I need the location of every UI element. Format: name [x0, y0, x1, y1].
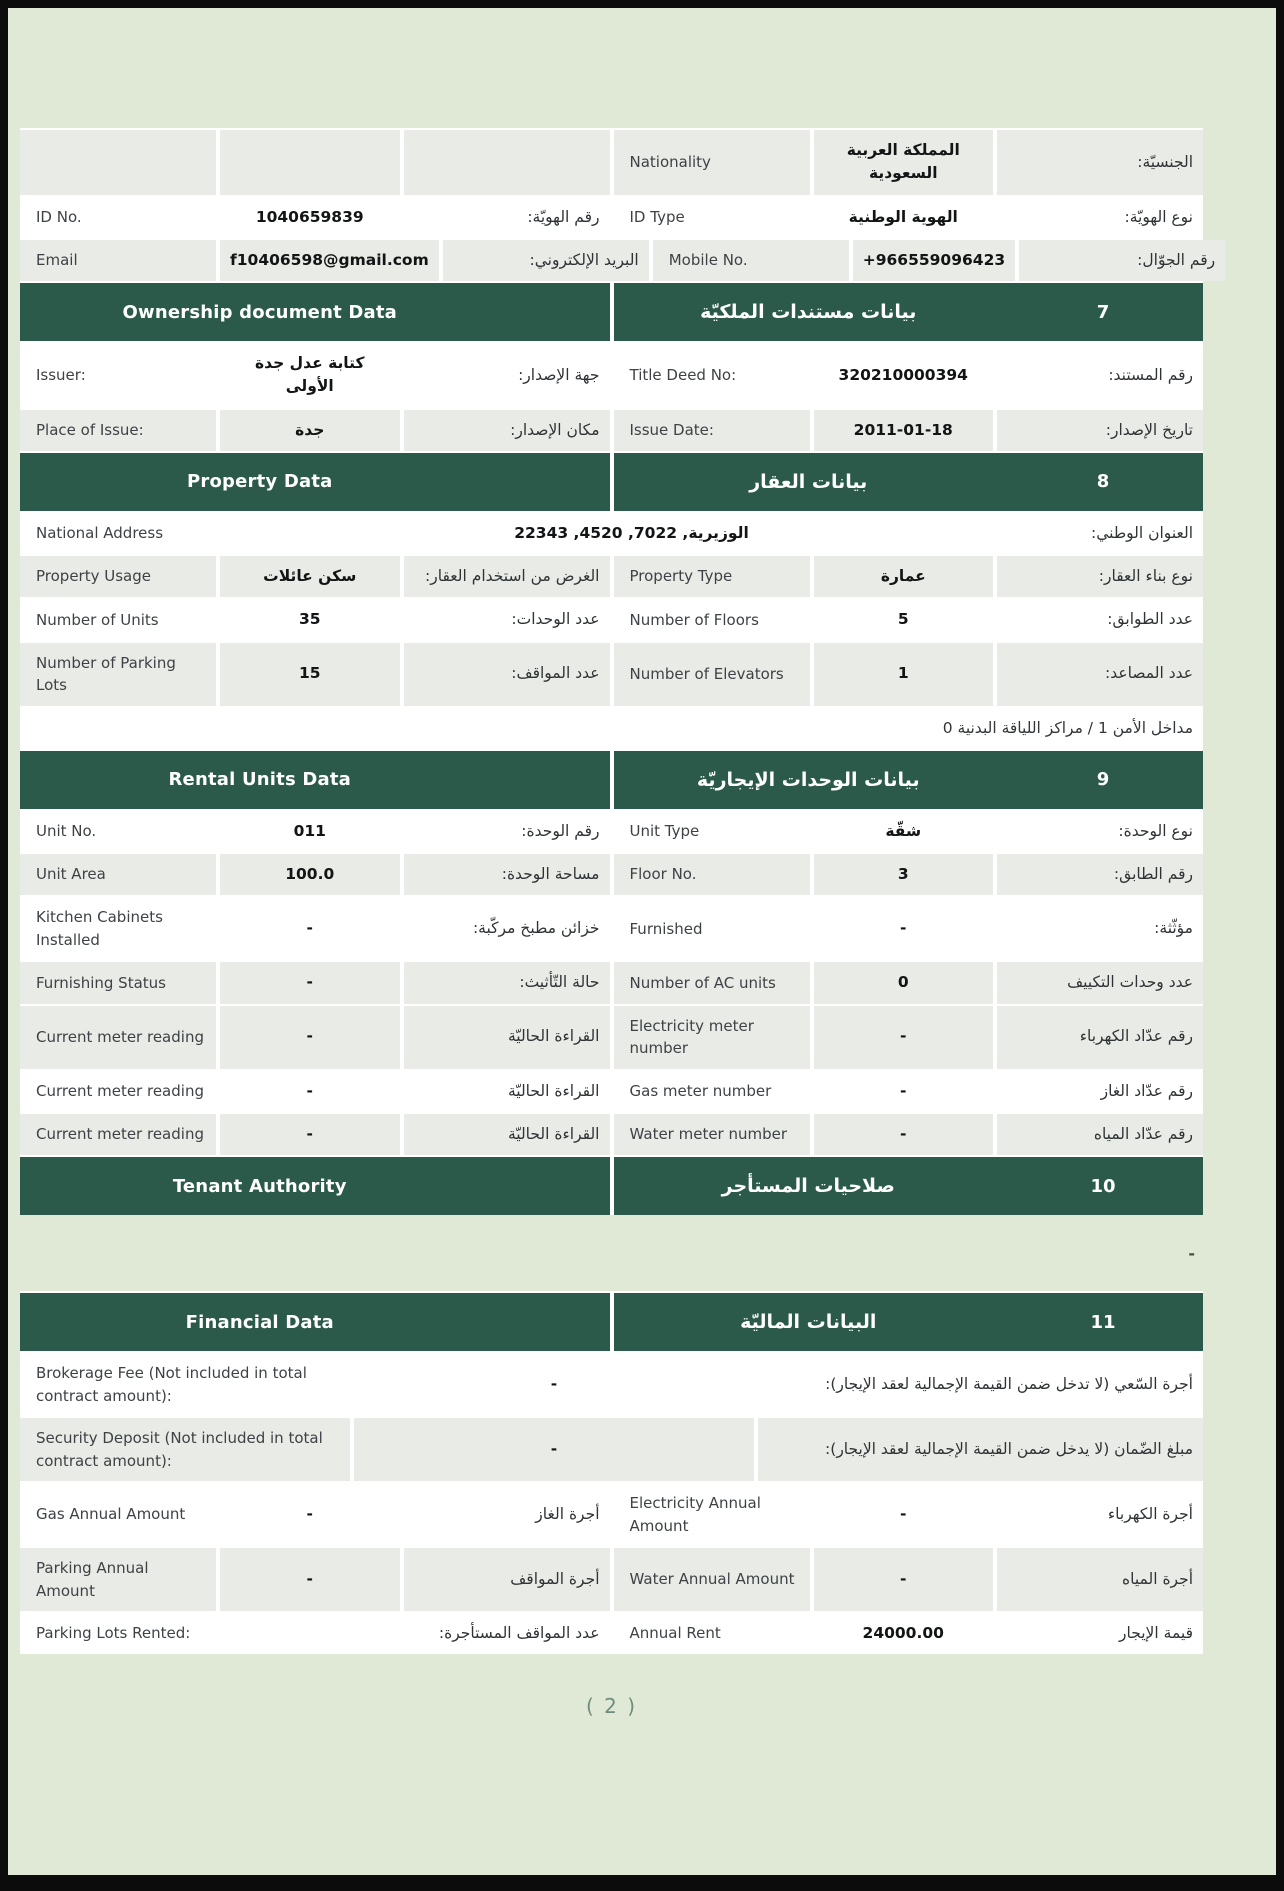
row-half [20, 197, 610, 238]
row-half [614, 962, 1204, 1003]
field-label-en: Property Type [614, 556, 810, 597]
field-value: - [220, 962, 400, 1003]
section-header-left [20, 283, 610, 341]
row-half [653, 240, 1225, 281]
section-title-ar: بيانات الوحدات الإيجاريّة [696, 768, 920, 791]
field-value: 3 [814, 854, 994, 895]
section-title-en: Tenant Authority [172, 1175, 347, 1197]
field-label-ar: الغرض من استخدام العقار: [404, 556, 610, 597]
field-label-en: Number of Elevators [614, 643, 810, 706]
field-label-ar: رقم الهويّة: [404, 197, 610, 238]
field-row [20, 1004, 1203, 1069]
field-label-ar: رقم عدّاد المياه [997, 1114, 1203, 1155]
field-value: 0 [814, 962, 994, 1003]
field-label-en: Floor No. [614, 854, 810, 895]
field-label-ar: عدد المواقف: [404, 643, 610, 706]
section-number: 11 [1090, 1311, 1116, 1333]
field-label-en: Gas meter number [614, 1071, 810, 1112]
field-row [20, 895, 1203, 960]
row-half [20, 1114, 610, 1155]
section-header-right [614, 1293, 1204, 1351]
row-half [614, 130, 1204, 195]
field-label-ar: أجرة المواقف [404, 1548, 610, 1611]
field-value: 24000.00 [814, 1613, 994, 1654]
field-label-en: Electricity Annual Amount [614, 1483, 810, 1546]
row-half [614, 897, 1204, 960]
field-value: 100.0 [220, 854, 400, 895]
field-value: شقّة [814, 811, 994, 852]
section-header [20, 451, 1203, 511]
field-label-en: Parking Lots Rented: [20, 1613, 216, 1654]
field-value [220, 130, 400, 195]
row-half [20, 343, 610, 408]
field-label-en: Kitchen Cabinets Installed [20, 897, 216, 960]
field-label-en: Nationality [614, 130, 810, 195]
field-label-en: Unit Area [20, 854, 216, 895]
field-value: - [220, 897, 400, 960]
field-row [20, 511, 1203, 554]
field-label-ar: قيمة الإيجار [997, 1613, 1203, 1654]
field-value: عمارة [814, 556, 994, 597]
field-label-ar: تاريخ الإصدار: [997, 410, 1203, 451]
field-label-en: Unit Type [614, 811, 810, 852]
field-value: سكن عائلات [220, 556, 400, 597]
section-title-ar: البيانات الماليّة [740, 1311, 877, 1333]
note-text: مداخل الأمن 1 / مراكز اللياقة البدنية 0 [20, 708, 1203, 749]
section-number: 7 [1096, 301, 1110, 323]
field-label-ar: جهة الإصدار: [404, 343, 610, 408]
field-row [20, 809, 1203, 852]
field-label-en: Electricity meter number [614, 1006, 810, 1069]
section-header [20, 1155, 1203, 1215]
field-row [20, 852, 1203, 895]
contract-table [20, 128, 1216, 1654]
field-label-ar [404, 130, 610, 195]
field-value: +966559096423 [853, 240, 1015, 281]
row-half [20, 240, 649, 281]
field-row [20, 238, 1216, 281]
field-value: - [220, 1483, 400, 1546]
field-label-ar: القراءة الحاليّة [404, 1114, 610, 1155]
field-label-en: Number of Units [20, 599, 216, 640]
field-label-en: Water meter number [614, 1114, 810, 1155]
field-row [20, 195, 1203, 238]
field-label-ar: نوع الهويّة: [997, 197, 1203, 238]
section-title-en: Rental Units Data [168, 769, 351, 791]
field-label-en: Number of Floors [614, 599, 810, 640]
row-half [614, 1548, 1204, 1611]
field-value: - [814, 1548, 994, 1611]
field-label-ar: عدد المواقف المستأجرة: [404, 1613, 610, 1654]
row-half [614, 556, 1204, 597]
row-half [614, 1483, 1204, 1546]
field-label-en [20, 130, 216, 195]
section-number: 9 [1096, 769, 1110, 791]
section-header [20, 1291, 1203, 1351]
field-value: الوزيرية, 7022, 4520, 22343 [279, 513, 984, 554]
field-row [20, 1481, 1203, 1546]
field-value: - [354, 1353, 754, 1416]
field-label-en: Mobile No. [653, 240, 849, 281]
contract-page [8, 8, 1276, 1875]
field-value: 1 [814, 643, 994, 706]
row-half [614, 197, 1204, 238]
field-value: - [814, 897, 994, 960]
field-row [20, 408, 1203, 451]
section-number: 8 [1096, 471, 1110, 493]
row-half [614, 811, 1204, 852]
field-value: 15 [220, 643, 400, 706]
field-label-ar: عدد وحدات التكييف [997, 962, 1203, 1003]
field-row [20, 1069, 1203, 1112]
field-label-en: ID Type [614, 197, 810, 238]
field-label-en: Brokerage Fee (Not included in total contract amount): [20, 1353, 350, 1416]
field-label-ar: أجرة الكهرباء [997, 1483, 1203, 1546]
field-row [20, 1546, 1203, 1611]
field-label-ar: رقم عدّاد الغاز [997, 1071, 1203, 1112]
field-label-ar: أجرة السّعي (لا تدخل ضمن القيمة الإجمالية لعقد الإيجار): [758, 1353, 1203, 1416]
field-label-en: Number of AC units [614, 962, 810, 1003]
section-header-right [614, 283, 1204, 341]
field-label-ar: مساحة الوحدة: [404, 854, 610, 895]
field-row [20, 960, 1203, 1003]
field-value: - [814, 1114, 994, 1155]
row-half [614, 1114, 1204, 1155]
field-label-ar: عدد المصاعد: [997, 643, 1203, 706]
field-label-ar: نوع بناء العقار: [997, 556, 1203, 597]
section-header-left [20, 751, 610, 809]
field-label-ar: أجرة المياه [997, 1548, 1203, 1611]
tenant-authority-empty-value [20, 1215, 1203, 1291]
field-label-ar: رقم الطابق: [997, 854, 1203, 895]
field-row [20, 1351, 1203, 1416]
row-half [20, 1613, 610, 1654]
row-half [614, 599, 1204, 640]
section-title-en: Ownership document Data [122, 301, 397, 323]
field-label-en: National Address [20, 513, 275, 554]
field-value: 1040659839 [220, 197, 400, 238]
field-row [20, 341, 1203, 408]
field-value: الهوية الوطنية [814, 197, 994, 238]
field-label-en: Furnishing Status [20, 962, 216, 1003]
field-label-ar: البريد الإلكتروني: [443, 240, 649, 281]
row-half [20, 1483, 610, 1546]
field-value: f10406598@gmail.com [220, 240, 439, 281]
field-label-en: Email [20, 240, 216, 281]
row-half [614, 643, 1204, 706]
field-label-en: Furnished [614, 897, 810, 960]
field-label-en: Annual Rent [614, 1613, 810, 1654]
field-label-ar: حالة التّأثيث: [404, 962, 610, 1003]
section-header-right [614, 1157, 1204, 1215]
field-value: - [220, 1006, 400, 1069]
field-label-en: Property Usage [20, 556, 216, 597]
field-label-en: Gas Annual Amount [20, 1483, 216, 1546]
field-label-en: Title Deed No: [614, 343, 810, 408]
field-label-ar: مبلغ الضّمان (لا يدخل ضمن القيمة الإجمالية لعقد الإيجار): [758, 1418, 1203, 1481]
field-label-en: Current meter reading [20, 1071, 216, 1112]
section-title-ar: بيانات مستندات الملكيّة [700, 301, 917, 323]
field-label-ar: رقم عدّاد الكهرباء [997, 1006, 1203, 1069]
field-label-en: Current meter reading [20, 1006, 216, 1069]
section-title-ar: بيانات العقار [749, 470, 868, 493]
field-label-ar: الجنسيّة: [997, 130, 1203, 195]
page-number: ( 2 ) [585, 1694, 638, 1719]
field-value: - [814, 1071, 994, 1112]
field-label-ar: مكان الإصدار: [404, 410, 610, 451]
section-title-ar: صلاحيات المستأجر [721, 1175, 895, 1197]
field-row [20, 1112, 1203, 1155]
field-label-en: Number of Parking Lots [20, 643, 216, 706]
field-label-ar: نوع الوحدة: [997, 811, 1203, 852]
section-header-right [614, 453, 1204, 511]
field-row [20, 554, 1203, 597]
field-label-en: Water Annual Amount [614, 1548, 810, 1611]
field-row [20, 1416, 1203, 1481]
field-label-en: Place of Issue: [20, 410, 216, 451]
row-half [614, 1071, 1204, 1112]
dash-value: - [1188, 1243, 1195, 1263]
field-label-en: Issue Date: [614, 410, 810, 451]
field-label-ar: رقم الوحدة: [404, 811, 610, 852]
field-label-en: Security Deposit (Not included in total contract amount): [20, 1418, 350, 1481]
field-label-en: Current meter reading [20, 1114, 216, 1155]
field-value: - [354, 1418, 754, 1481]
field-value: 320210000394 [814, 343, 994, 408]
section-header-left [20, 1293, 610, 1351]
field-value: كتابة عدل جدة الأولى [220, 343, 400, 408]
field-label-en: Issuer: [20, 343, 216, 408]
row-half [20, 130, 610, 195]
field-label-ar: خزائن مطبخ مركّبة: [404, 897, 610, 960]
field-label-ar: القراءة الحاليّة [404, 1006, 610, 1069]
field-value: 5 [814, 599, 994, 640]
field-value: - [220, 1114, 400, 1155]
row-half [20, 556, 610, 597]
row-half [20, 854, 610, 895]
field-label-ar: مؤثّثة: [997, 897, 1203, 960]
row-half [20, 643, 610, 706]
section-header-right [614, 751, 1204, 809]
section-number: 10 [1090, 1175, 1116, 1197]
row-half [20, 897, 610, 960]
field-value: - [220, 1071, 400, 1112]
section-title-en: Financial Data [185, 1311, 334, 1333]
field-value: 35 [220, 599, 400, 640]
field-value: - [220, 1548, 400, 1611]
section-header [20, 749, 1203, 809]
section-title-en: Property Data [187, 471, 333, 493]
field-value: المملكة العربية السعودية [814, 130, 994, 195]
row-half [614, 1613, 1204, 1654]
row-half [20, 1006, 610, 1069]
field-row [20, 128, 1203, 195]
field-label-ar: رقم المستند: [997, 343, 1203, 408]
field-value: 011 [220, 811, 400, 852]
field-value [220, 1613, 400, 1654]
row-half [614, 854, 1204, 895]
field-value: - [814, 1006, 994, 1069]
field-row [20, 1611, 1203, 1654]
section-header-left [20, 1157, 610, 1215]
row-half [20, 1071, 610, 1112]
field-value: - [814, 1483, 994, 1546]
field-row [20, 597, 1203, 640]
row-half [20, 811, 610, 852]
row-half [20, 599, 610, 640]
row-half [614, 343, 1204, 408]
field-row [20, 641, 1203, 706]
field-label-ar: رقم الجوّال: [1019, 240, 1225, 281]
field-label-en: Parking Annual Amount [20, 1548, 216, 1611]
field-label-ar: أجرة الغاز [404, 1483, 610, 1546]
field-value: 2011-01-18 [814, 410, 994, 451]
field-label-en: Unit No. [20, 811, 216, 852]
field-label-ar: عدد الوحدات: [404, 599, 610, 640]
field-value: جدة [220, 410, 400, 451]
note-row [20, 706, 1203, 749]
field-label-en: ID No. [20, 197, 216, 238]
row-half [20, 962, 610, 1003]
section-header [20, 281, 1203, 341]
row-half [20, 1548, 610, 1611]
field-label-ar: القراءة الحاليّة [404, 1071, 610, 1112]
field-label-ar: عدد الطوابق: [997, 599, 1203, 640]
row-half [614, 410, 1204, 451]
row-half [614, 1006, 1204, 1069]
section-header-left [20, 453, 610, 511]
field-label-ar: العنوان الوطني: [988, 513, 1203, 554]
row-half [20, 410, 610, 451]
